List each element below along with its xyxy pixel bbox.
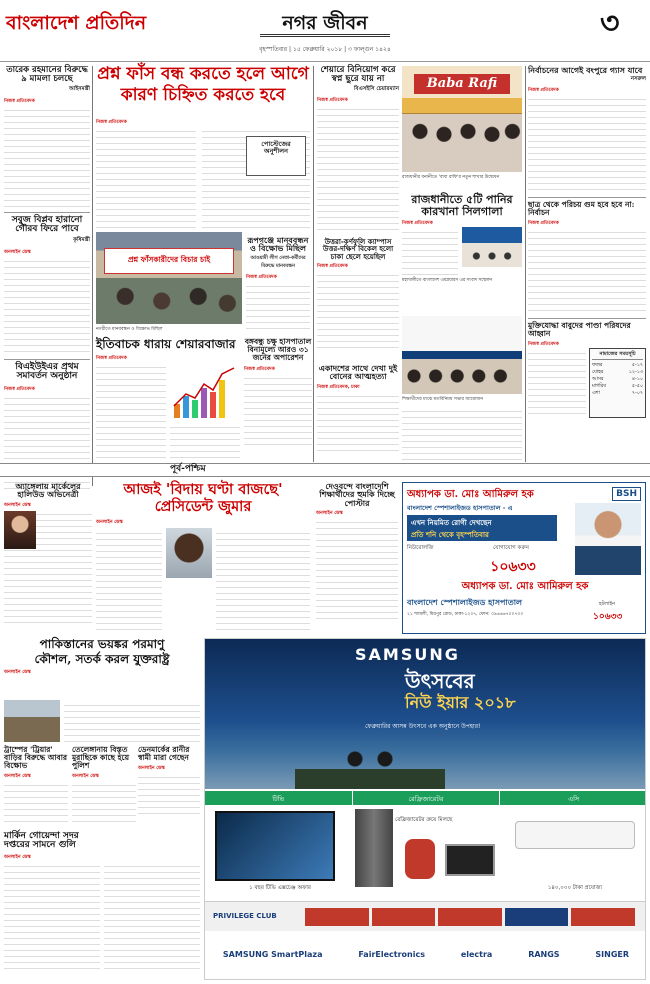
stock-chart-graphic [170,364,238,420]
article-body [317,270,399,350]
partner-logo: RANGS [528,949,560,959]
water-factory-story [402,194,522,312]
chart-bar [201,388,207,418]
campaign-subtitle: ফেব্রুয়ারির আসন্ন উৎসবে এক অনুষ্ঠানে উপহার! [365,723,481,730]
chart-bar [219,380,225,418]
couple-illustration [295,739,445,789]
newspaper-logo: বাংলাদেশ প্রতিদিন [6,12,147,34]
partner-logo: electra [460,949,493,959]
samsung-logo: SAMSUNG [355,645,460,664]
article-headline: রাজধানীতে ৫টি পানির কারখানা সিলগালা [411,193,513,218]
left-column [4,66,90,486]
missile-photo [4,700,60,742]
trump-story [4,746,68,830]
page-number: ৩ [600,6,620,41]
samsung-category-bar [205,791,646,805]
category-ac: এসি [499,791,646,805]
article-byline: অনলাইন ডেস্ক [4,502,31,508]
privilege-club-label: PRIVILEGE CLUB [213,912,277,920]
article-body [317,104,399,232]
prayer-name: ফজর [592,362,603,368]
section-strip-title: পূর্ব-পশ্চিম [170,464,206,474]
vacuum-product [405,839,435,879]
article-body [4,780,68,826]
specialty-label: নিউরোলজি [407,545,434,551]
article-body [96,362,166,458]
article-headline: দেওবন্দে বাংলাদেশি শিক্ষার্থীদের হুমকি দিচ্ছে পোস্টার [319,481,395,508]
article-headline: অ্যাঙ্গেলায় মার্কেলের হালিউড অভিনেত্রী [15,481,81,500]
hotline-label: হটলাইন [599,601,616,607]
category-fridge: রেফ্রিজারেটর [352,791,500,805]
protest-banner-text: প্রশ্ন ফাঁসকারীদের বিচার চাই [127,255,211,264]
article-body [528,348,586,418]
hospital-phone: ১০৬৩৩ [490,559,536,575]
boxed-note-title: পোস্টেজের অনুশীলন [261,140,291,155]
zuma-photo [166,528,212,578]
article-body [4,861,100,971]
hospital-ad-subtitle: বাংলাদেশ স্পেশালাইজড হাসপাতাল - এ [407,504,513,512]
article-subhead: বিএসইসি চেয়ারম্যান [353,85,399,92]
article-byline: নিজস্ব প্রতিবেদক [244,366,275,372]
chart-bar [192,400,198,418]
hospital-name: বাংলাদেশ স্পেশালাইজড হাসপাতাল [407,598,523,607]
partner-logo: SAMSUNG SmartPlaza [222,949,323,959]
prayer-name: মাগরিব [592,383,606,389]
article-headline: শেয়ারে বিনিয়োগ করে স্বপ্ন ছুরে যায় না [320,65,396,84]
hospital-ad-title: অধ্যাপক ডা. মোঃ আমিরুল হক [407,489,534,500]
right-column [528,66,646,462]
rupganj-story [246,236,310,332]
article-body [316,517,398,623]
prayer-name: আসর [592,376,604,382]
article-subhead: নসরুল [630,76,646,83]
article-headline: উত্তরা-কর্ণফুলি ক্যাম্পাস উত্তর-দক্ষিণ বিকেল হলো চাকা ছেলে হয়েছিল [322,237,394,261]
article-byline: অনলাইন ডেস্ক [4,670,31,676]
samsung-ad [204,638,646,980]
article-byline: অনলাইন ডেস্ক [4,249,31,255]
article-body [170,422,240,458]
phone-label: যোগাযোগ করুন [493,545,529,551]
lead-story [96,66,310,116]
article-body [4,105,90,209]
conference-photo [402,316,522,394]
hospital-logo: BSH [612,487,641,501]
partner-logo: SINGER [595,949,630,959]
campaign-title-line1: উৎসবের [405,669,475,693]
article-body [96,528,162,634]
hospital-ad-line1: এখন নিয়মিত রোগী দেখছেন [411,519,492,527]
zuma-headline-line2: প্রেসিডেন্ট জুমার [154,498,252,516]
hospital-address: ২১ শ্যামলী, মিরপুর রোড, ঢাকা-১২০৭, ফোন: ০৯৬৬৬৭০০৭০০ [407,612,524,617]
prayer-time-row [592,390,643,397]
microwave-product [445,844,495,876]
article-byline: নিজস্ব প্রতিবেদক [317,264,348,270]
article-headline: ছাত্র থেকে পরিচয় গুম হবে হবে না: নির্বাচন [528,200,635,218]
article-subhead: আওয়ামী লীগ নেতা-কর্মীদের বিরুদ্ধে মানববন্ধন [250,255,306,269]
chart-bar [183,396,189,418]
article-subhead: কৃষিমন্ত্রী [73,236,90,243]
doctor-photo [575,503,641,575]
partner-logo: FairElectronics [358,949,425,959]
boxed-note [246,136,306,176]
stock-story [96,338,240,458]
article-headline: ডেনমার্কের রানীর স্বামী মারা গেছেন [138,745,190,762]
article-byline: নিজস্ব প্রতিবেদক [528,221,559,227]
article-body [528,227,646,315]
article-headline: ইতিবাচক ধারায় শেয়ারবাজার [96,337,236,351]
lead-headline-line2: কারণ চিহ্নিত করতে হবে [120,84,286,105]
article-subhead: আইনমন্ত্রী [68,85,90,92]
ac-product [515,821,635,849]
prayer-time: ৭-০৭ [631,390,643,396]
deoband-story [316,482,398,634]
prayer-name: এশা [592,390,600,396]
article-headline: মুক্তিযোদ্ধা বাবুদের পাণ্ডা পরিষদের আহ্বান [528,321,631,339]
fridge-product [355,809,393,887]
telengana-story [72,746,136,830]
hospital-ad-banner [407,515,557,541]
actress-story [4,482,92,634]
article-body [244,373,312,447]
article-headline: বঙ্গবন্ধু চক্ষু হাসপাতাল বিনামূল্যে আরও ৩১ জনের অপারেশন [244,337,312,362]
article-body [72,780,136,826]
article-headline: একাদশের সাথে দেখা দুই বোনের আত্মহত্যা [318,363,398,382]
prayer-time: ৪-১০ [631,376,643,382]
article-headline: তারেক রহমানের বিরুদ্ধে ৯ মামলা চলছে [6,65,88,84]
article-body [96,126,196,230]
actress-photo [4,511,36,549]
article-byline: নিজস্ব প্রতিবেদক [246,274,277,280]
article-byline: অনলাইন ডেস্ক [138,765,165,771]
prayer-time: ৫-১৭ [631,362,643,368]
prayer-time: ১২-১৩ [628,369,643,375]
article-byline: অনলাইন ডেস্ক [4,854,31,860]
hotline-number: ১০৬৩৩ [593,612,623,622]
pakistan-headline-line2: কৌশল, সতর্ক করল যুক্তরাষ্ট্র [34,651,170,666]
pakistan-body [64,700,200,742]
article-body [216,528,310,634]
article-headline: তেলেঙ্গানায় বিস্তৃত মুরাছিকে কাছে হয়ে পুলিশ [72,745,129,770]
store-sign: Baba Rafi [414,74,510,94]
baba-rafi-photo [402,66,522,172]
article-headline: নির্বাচনের আগেই বংপুরে গ্যাস যাবে [528,65,643,75]
lead-body [96,118,310,230]
protest-banner [104,248,234,274]
article-headline: রূপগঞ্জে মানববন্ধন ও বিক্ষোভ মিছিল [247,235,309,254]
hospital-ad-line2: প্রতি শনি থেকে বৃহস্পতিবার [411,531,489,539]
article-byline: অনলাইন ডেস্ক [316,511,343,517]
article-byline: নিজস্ব প্রতিবেদক [96,120,127,125]
press-caption: মহাখালীতে বাংলাদেশ এমপ্লয়ারস এর সংবাদ সম্মেলন [402,278,492,284]
prayer-time-row [592,369,643,376]
issue-date: বৃহস্পতিবার | ১৫ ফেব্রুয়ারি ২০১৮ | ৩ ফাল্গুন ১৪২৪ [259,46,391,53]
section-title: নগর জীবন [260,14,390,37]
article-headline: মার্কিন গোয়েন্দা সদর দপ্তরের সামনে গুলি [4,831,79,851]
cia-story [4,832,200,980]
campaign-title-line2: নিউ ইয়ার ২০১৮ [405,693,516,712]
zuma-headline-line1: আজই 'বিদায় ঘণ্টা বাজছে' [123,481,283,498]
hospital-ad [402,482,646,634]
article-byline: নিজস্ব প্রতিবেদক [4,98,35,104]
section-strip [0,463,650,477]
samsung-hero [205,639,646,789]
hospital-ad-title-repeat: অধ্যাপক ডা. মোঃ আমিরুল হক [461,581,589,592]
uttara-story [317,238,399,362]
article-byline: নিজস্ব প্রতিবেদক [4,386,35,392]
category-tv: টিভি [205,791,352,805]
article-byline: অনলাইন ডেস্ক [72,773,99,779]
eye-hospital-story [244,338,312,458]
fridge-offer: রেফ্রিজারেটর ক্রয়ে মিলছে [395,817,453,823]
prayer-times-box [589,348,646,418]
article-body [317,391,399,451]
prayer-times-title: নামাজের সময়সূচি [592,351,643,360]
partner-logos [205,939,646,969]
pakistan-story [4,638,200,702]
prayer-time: ৫-৫০ [631,383,643,389]
article-byline: অনলাইন ডেস্ক [4,773,31,779]
denmark-story [138,746,200,830]
share-story [317,66,399,236]
baba-rafi-caption: রাজধানীর বনানীতে 'বাবা রাফি'র নতুন শাখার উদ্বোধন [402,175,500,180]
article-byline: নিজস্ব প্রতিবেদক [317,97,348,103]
article-body [4,256,90,356]
article-byline: অনলাইন ডেস্ক [96,520,123,526]
article-headline: সবুজ বিপ্লব হারানো গৌরব ফিরে পাবে [11,214,83,235]
prayer-name: যোহর [592,369,604,375]
article-body [104,861,200,971]
pakistan-headline-line1: পাকিস্তানের ভয়ঙ্কর পরমাণু [39,637,165,651]
prayer-time-row [592,383,643,390]
article-byline: নিজস্ব প্রতিবেদক [402,221,433,227]
prayer-time-row [592,376,643,383]
article-headline: বিএইউইএর প্রথম সমাবর্তন অনুষ্ঠান [15,361,79,382]
prayer-time-row [592,362,643,369]
article-byline: নিজস্ব প্রতিবেদক, ঢাকা [317,384,360,390]
masthead [0,0,650,62]
article-body [246,281,310,329]
protest-photo-caption: নগরীতে মানববন্ধন ও বিক্ষোভ মিছিল [96,327,163,332]
lead-headline-line1: প্রশ্ন ফাঁস বন্ধ করতে হলে আগে [97,64,309,84]
tv-offer: ১ বছর টিভি এক্সচেঞ্জ অফার [249,885,311,891]
conference-caption: শিক্ষার্থীদের মাঝে মতবিনিময় সভার আয়োজন [402,397,484,402]
suicide-story [317,364,399,462]
zuma-story [96,482,310,634]
ac-offer: ১৪০,০০০ টাকা প্রযোজ্য [547,885,603,891]
article-body [138,772,200,818]
conference-body [402,406,522,460]
article-byline: নিজস্ব প্রতিবেদক [528,88,559,94]
article-headline: ট্রাম্পের 'ট্রিয়ার' বাড়ির বিরুদ্ধে আবার বিক্ষোভ [4,745,68,770]
article-byline: নিজস্ব প্রতিবেদক [96,355,127,361]
protest-photo [96,232,242,324]
privilege-club [205,901,646,931]
press-conference-photo [462,227,522,267]
chart-bar [210,392,216,418]
article-body [402,227,458,277]
article-body [528,94,646,194]
article-byline: নিজস্ব প্রতিবেদক [528,341,559,347]
tv-product [215,811,335,881]
